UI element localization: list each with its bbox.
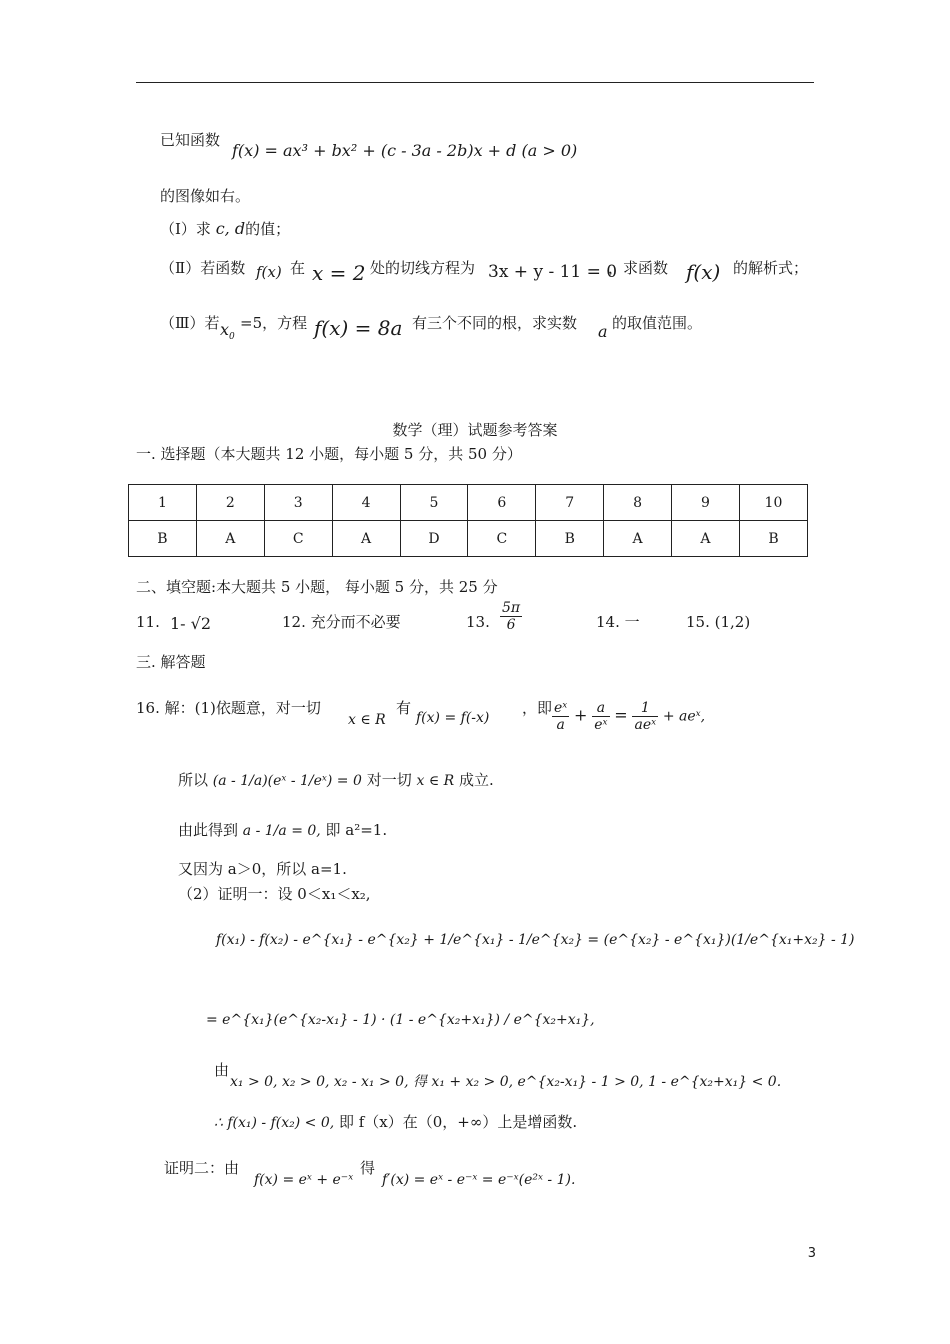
q16-line10-m2: f′(x) = eˣ - e⁻ˣ = e⁻ˣ(e²ˣ - 1).	[382, 1172, 576, 1188]
table-cell: A	[196, 521, 264, 557]
part3-mid: 有三个不同的根，求实数	[412, 314, 578, 332]
frac-denominator: 6	[506, 617, 516, 633]
page-number: 3	[807, 1246, 816, 1261]
table-cell: A	[604, 521, 672, 557]
table-cell: C	[468, 521, 536, 557]
part3-eq5: =5，方程	[240, 314, 308, 332]
q16-head: 16. 解：(1)依题意，对一切	[136, 699, 321, 717]
table-cell: B	[536, 521, 604, 557]
line9-text: 即 f（x）在（0，+∞）上是增函数.	[338, 1113, 578, 1131]
table-cell: 4	[332, 485, 400, 521]
part2-tail: 的解析式；	[733, 259, 809, 277]
q16-xr: x ∈ R	[348, 712, 386, 728]
part2-label: （Ⅱ）若函数	[160, 259, 246, 277]
line3-text-a: 由此得到	[178, 821, 239, 839]
equals-sign: =	[614, 705, 628, 725]
fill-q14: 14. 一	[596, 613, 640, 631]
part2-point: x = 2	[312, 261, 366, 285]
line2-text-b: 对一切	[366, 771, 412, 789]
frac-denominator: eˣ	[594, 717, 608, 733]
part2-mid: 处的切线方程为	[370, 259, 476, 277]
q16-line9	[214, 1112, 577, 1133]
frac-numerator: a	[592, 700, 609, 717]
x0-var: x	[220, 320, 230, 339]
line2-text-c: 成立.	[458, 771, 494, 789]
frac-denominator: a	[556, 717, 565, 733]
fill-q11-num: 11.	[136, 613, 160, 631]
part1-label: （Ⅰ）求	[160, 220, 211, 238]
part1	[160, 219, 290, 239]
part2-fx: f(x)	[256, 263, 282, 281]
table-cell: 7	[536, 485, 604, 521]
part2-fx2: f(x)	[686, 260, 721, 284]
table-cell: 3	[264, 485, 332, 521]
frac-numerator: 1	[632, 700, 658, 717]
line2-math: (a - 1/a)(eˣ - 1/eˣ) = 0	[212, 773, 362, 789]
q16-line6: f(x₁) - f(x₂) - e^{x₁} - e^{x₂} + 1/e^{x₁} - 1/e^{x₂} = (e^{x₂} - e^{x₁})(1/e^{x₁+x₂} - 1)	[216, 932, 855, 948]
part3-x0	[220, 320, 235, 347]
table-cell: B	[739, 521, 807, 557]
q16-line2	[178, 770, 494, 791]
table-cell: 5	[400, 485, 468, 521]
q16-line4: 又因为 a＞0，所以 a=1.	[178, 860, 347, 878]
part3-equation: f(x) = 8a	[314, 316, 403, 340]
part2-tangent: 3x + y - 11 = 0	[488, 262, 618, 282]
table-cell: C	[264, 521, 332, 557]
table-row-numbers	[129, 485, 808, 521]
frac-numerator: 5π	[502, 600, 521, 616]
fill-q11-ans: 1- √2	[170, 614, 212, 633]
q16-line10-label: 证明二：由	[164, 1159, 240, 1177]
answer-table	[128, 484, 808, 557]
graph-note: 的图像如右。	[160, 187, 251, 205]
fill-q13-frac	[500, 600, 522, 633]
table-row-answers	[129, 521, 808, 557]
part3-label: （Ⅲ）若	[160, 314, 220, 332]
q16-line8-label: 由	[214, 1061, 230, 1079]
part1-tail: 的值；	[245, 220, 291, 238]
q16-line10-m1: f(x) = eˣ + e⁻ˣ	[254, 1172, 354, 1188]
part3-tail: 的取值范围。	[612, 314, 703, 332]
table-cell: 2	[196, 485, 264, 521]
section1-heading: 一. 选择题（本大题共 12 小题，每小题 5 分，共 50 分）	[136, 445, 522, 463]
plus-sign: +	[574, 705, 588, 725]
table-cell: 1	[129, 485, 197, 521]
answers-title: 数学（理）试题参考答案	[392, 421, 558, 439]
equation-tail: + aeˣ,	[662, 708, 706, 725]
table-cell: A	[332, 521, 400, 557]
part1-vars: c, d	[215, 219, 246, 238]
header-rule	[136, 82, 814, 83]
table-cell: B	[129, 521, 197, 557]
fill-q12: 12. 充分而不必要	[282, 613, 401, 631]
q16-ji: ，即	[522, 699, 553, 717]
frac-numerator: eˣ	[554, 700, 568, 716]
line3-math: a - 1/a = 0,	[242, 823, 321, 839]
frac-denominator: aeˣ	[634, 717, 657, 733]
problem-intro	[160, 130, 220, 150]
intro-label: 已知函数	[160, 131, 221, 149]
table-cell: A	[672, 521, 740, 557]
fill-q13-num: 13.	[466, 613, 490, 631]
line9-math: ∴ f(x₁) - f(x₂) < 0,	[214, 1115, 335, 1131]
table-cell: 8	[604, 485, 672, 521]
table-cell: 6	[468, 485, 536, 521]
line3-text-b: 即 a²=1.	[325, 821, 388, 839]
part3-a: a	[598, 322, 608, 341]
q16-fx-eq: f(x) = f(-x)	[416, 710, 490, 726]
fill-q15: 15. (1,2)	[686, 613, 751, 631]
q16-line5: （2）证明一：设 0＜x₁＜x₂,	[178, 885, 371, 903]
q16-you: 有	[396, 699, 412, 717]
q16-line3	[178, 820, 387, 841]
line2-xr: x ∈ R	[416, 773, 455, 789]
section2-heading: 二、填空题:本大题共 5 小题， 每小题 5 分，共 25 分	[136, 578, 498, 596]
table-cell: 9	[672, 485, 740, 521]
q16-line7: = e^{x₁}(e^{x₂-x₁} - 1) · (1 - e^{x₂+x₁}) / e^{x₂+x₁},	[206, 1012, 595, 1028]
q16-equation	[552, 700, 705, 733]
x0-subscript: 0	[229, 332, 235, 343]
table-cell: 10	[739, 485, 807, 521]
function-definition: f(x) = ax³ + bx² + (c - 3a - 2b)x + d (a > 0)	[232, 141, 578, 160]
q16-line10-de: 得	[360, 1159, 376, 1177]
part2-at: 在	[290, 259, 306, 277]
section3-heading: 三. 解答题	[136, 653, 206, 671]
part2-ask: ，求函数	[608, 259, 669, 277]
q16-line8: x₁ > 0, x₂ > 0, x₂ - x₁ > 0, 得 x₁ + x₂ > 0, e^{x₂-x₁} - 1 > 0, 1 - e^{x₂+x₁} < 0.	[230, 1074, 782, 1090]
table-cell: D	[400, 521, 468, 557]
line2-text-a: 所以	[178, 771, 209, 789]
